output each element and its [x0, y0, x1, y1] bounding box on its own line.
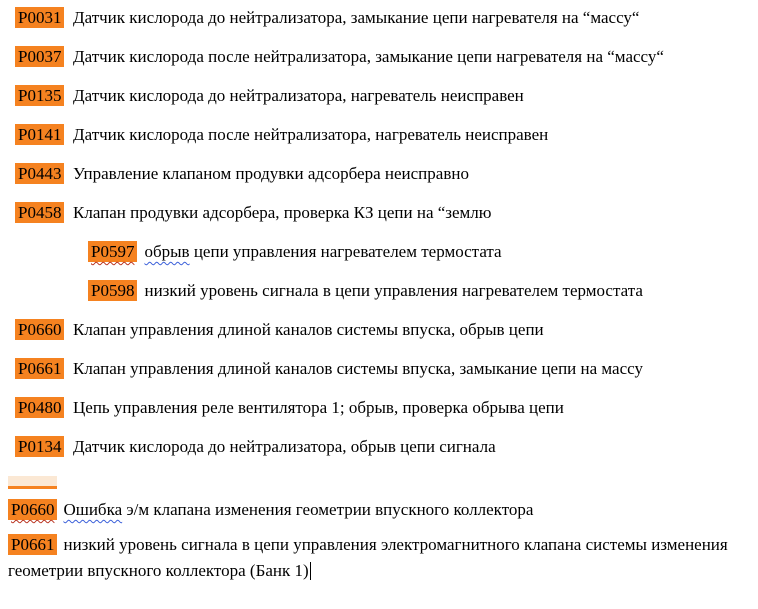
dtc-code: P0458: [15, 202, 64, 223]
notes-section: [0, 497, 758, 584]
dtc-row[interactable]: [0, 320, 758, 339]
dtc-code: P0031: [15, 7, 64, 28]
dtc-code-cell: [0, 47, 73, 66]
dtc-code: P0134: [15, 436, 64, 457]
dtc-description: Управление клапаном продувки адсорбера неисправно: [73, 164, 469, 183]
dtc-row[interactable]: [0, 47, 758, 66]
dtc-description: низкий уровень сигнала в цепи управления нагревателем термостата: [144, 281, 643, 300]
dtc-code-cell: [0, 359, 73, 378]
dtc-code-cell: [0, 86, 73, 105]
dtc-code: P0661: [15, 358, 64, 379]
dtc-code-cell: [0, 8, 73, 27]
dtc-description: цепи управления нагревателем термостата: [189, 242, 502, 261]
dtc-description: Клапан управления длиной каналов системы впуска, обрыв цепи: [73, 320, 544, 339]
note-text: э/м клапана изменения геометрии впускного коллектора: [122, 500, 534, 519]
dtc-row[interactable]: [0, 437, 758, 456]
empty-highlight-line: [8, 476, 57, 489]
dtc-description: Клапан продувки адсорбера, проверка КЗ цепи на “землю: [73, 203, 492, 222]
note-text: низкий уровень сигнала в цепи управления электромагнитного клапана системы изменения геометрии впускного коллектора (Банк 1): [8, 535, 732, 580]
dtc-code-cell: [0, 320, 73, 339]
dtc-code: P0135: [15, 85, 64, 106]
dtc-code: P0443: [15, 163, 64, 184]
dtc-description: Датчик кислорода после нейтрализатора, замыкание цепи нагревателя на “массу“: [73, 47, 664, 66]
note-text-lead: Ошибка: [63, 500, 123, 519]
dtc-row[interactable]: [0, 398, 758, 417]
dtc-description: Клапан управления длиной каналов системы впуска, замыкание цепи на массу: [73, 359, 643, 378]
dtc-code: P0141: [15, 124, 64, 145]
dtc-row[interactable]: [0, 164, 758, 183]
dtc-code-cell: [0, 437, 73, 456]
dtc-description-lead: обрыв: [144, 242, 190, 261]
dtc-row[interactable]: [0, 8, 758, 27]
dtc-code-cell: [0, 125, 73, 144]
dtc-description: Датчик кислорода после нейтрализатора, нагреватель неисправен: [73, 125, 549, 144]
note-row[interactable]: [8, 497, 752, 523]
dtc-description: Датчик кислорода до нейтрализатора, замыкание цепи нагревателя на “массу“: [73, 8, 640, 27]
note-row[interactable]: [8, 532, 752, 584]
dtc-description: Цепь управления реле вентилятора 1; обрыв, проверка обрыва цепи: [73, 398, 564, 417]
note-code: P0660: [8, 499, 57, 520]
dtc-row[interactable]: [0, 203, 758, 222]
dtc-list: [0, 8, 758, 456]
dtc-row[interactable]: [0, 86, 758, 105]
dtc-code-cell: [0, 398, 73, 417]
dtc-row[interactable]: [0, 281, 758, 300]
dtc-description: Датчик кислорода до нейтрализатора, обрыв цепи сигнала: [73, 437, 496, 456]
dtc-description: Датчик кислорода до нейтрализатора, нагреватель неисправен: [73, 86, 524, 105]
dtc-code: P0598: [88, 280, 137, 301]
note-code: P0661: [8, 534, 57, 555]
dtc-code-cell: [0, 203, 73, 222]
dtc-row[interactable]: [0, 242, 758, 261]
dtc-row[interactable]: [0, 359, 758, 378]
dtc-code: P0660: [15, 319, 64, 340]
dtc-code: P0037: [15, 46, 64, 67]
dtc-code-cell: [0, 164, 73, 183]
dtc-code: P0480: [15, 397, 64, 418]
dtc-code: P0597: [88, 241, 137, 262]
text-caret: [310, 562, 312, 580]
dtc-row[interactable]: [0, 125, 758, 144]
